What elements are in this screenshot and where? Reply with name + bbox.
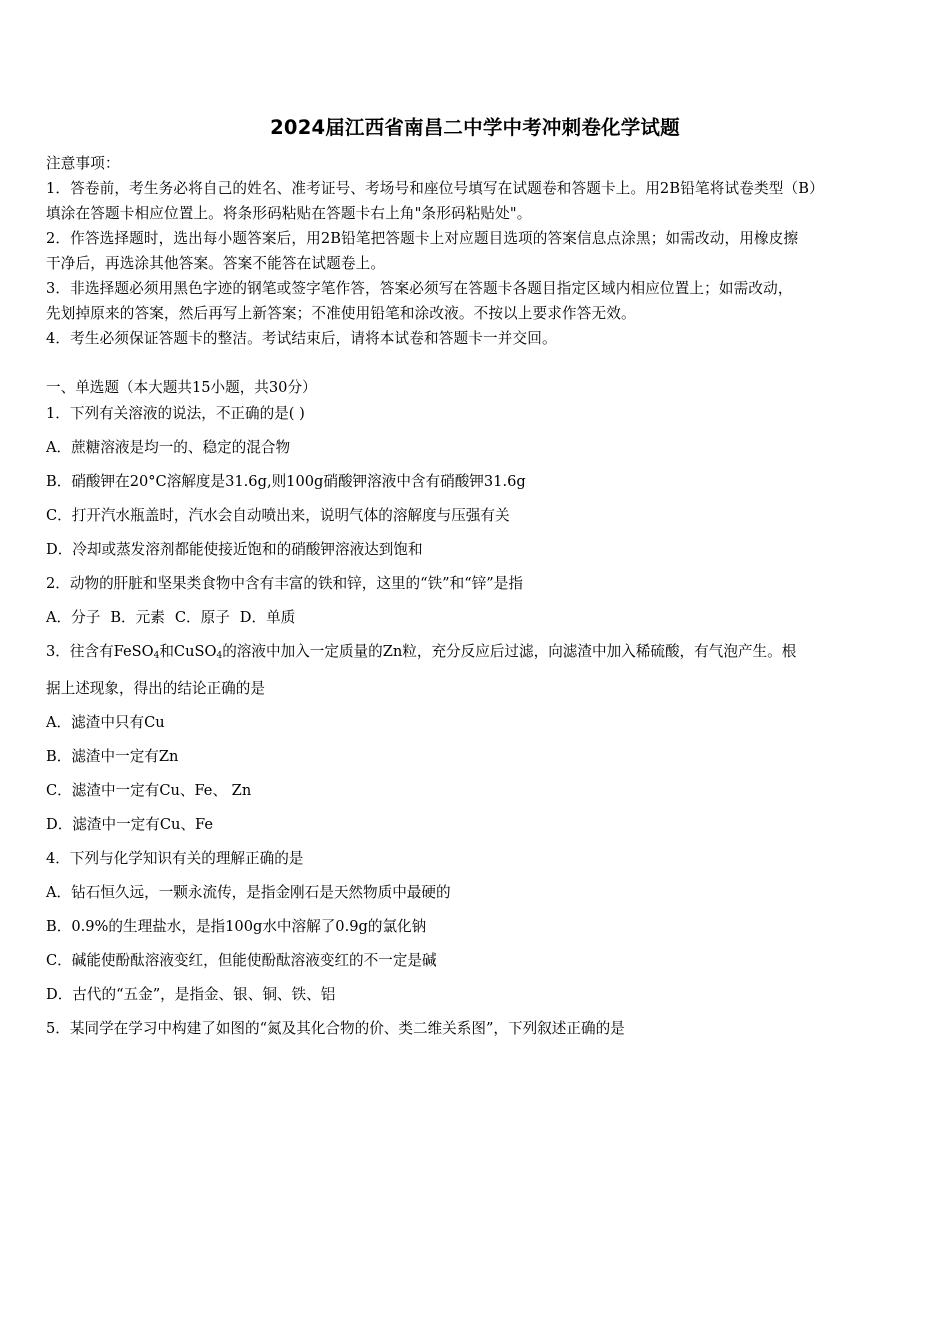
option-c: C．打开汽水瓶盖时，汽水会自动喷出来，说明气体的溶解度与压强有关 xyxy=(46,507,510,524)
notice-line: 干净后，再选涂其他答案。答案不能答在试题卷上。 xyxy=(46,255,386,272)
option-a: A．蔗糖溶液是均一的、稳定的混合物 xyxy=(46,439,291,456)
option-c: C．原子 xyxy=(174,609,230,626)
section-heading: 一、单选题（本大题共15小题，共30分） xyxy=(46,379,317,396)
question-stem xyxy=(46,640,796,661)
option-d: D．古代的“五金”，是指金、银、铜、铁、铝 xyxy=(46,986,336,1003)
notice-heading: 注意事项： xyxy=(46,155,120,172)
option-a: A．滤渣中只有Cu xyxy=(46,714,165,731)
subscript: 4 xyxy=(153,651,160,661)
question-stem: 2．动物的肝脏和坚果类食物中含有丰富的铁和锌，这里的“铁”和“锌”是指 xyxy=(46,575,523,592)
stem-text: 和CuSO xyxy=(159,643,217,660)
notice-line: 1．答卷前，考生务必将自己的姓名、准考证号、考场号和座位号填写在试题卷和答题卡上。用2B铅笔将试卷类型（B） xyxy=(46,180,824,197)
option-d: D．单质 xyxy=(239,609,296,626)
option-a: A．分子 xyxy=(46,609,101,626)
question-stem-continued: 据上述现象，得出的结论正确的是 xyxy=(46,680,265,697)
notice-line: 填涂在答题卡相应位置上。将条形码粘贴在答题卡右上角"条形码粘贴处"。 xyxy=(46,205,532,222)
stem-text: 3．往含有FeSO xyxy=(46,643,154,660)
subscript: 4 xyxy=(216,651,223,661)
options-row xyxy=(46,606,295,627)
option-b: B．元素 xyxy=(110,609,165,626)
option-c: C．碱能使酚酞溶液变红，但能使酚酞溶液变红的不一定是碱 xyxy=(46,952,437,969)
exam-title: 2024届江西省南昌二中学中考冲刺卷化学试题 xyxy=(270,116,680,139)
question-stem: 4．下列与化学知识有关的理解正确的是 xyxy=(46,850,304,867)
option-c: C．滤渣中一定有Cu、Fe、 Zn xyxy=(46,782,252,799)
notice-line: 4．考生必须保证答题卡的整洁。考试结束后，请将本试卷和答题卡一并交回。 xyxy=(46,330,557,347)
notice-line: 先划掉原来的答案，然后再写上新答案；不准使用铅笔和涂改液。不按以上要求作答无效。 xyxy=(46,305,636,322)
stem-text: 的溶液中加入一定质量的Zn粒，充分反应后过滤，向滤渣中加入稀硫酸，有气泡产生。根 xyxy=(222,643,797,660)
option-d: D．冷却或蒸发溶剂都能使接近饱和的硝酸钾溶液达到饱和 xyxy=(46,541,423,558)
option-d: D．滤渣中一定有Cu、Fe xyxy=(46,816,213,833)
question-stem: 1．下列有关溶液的说法，不正确的是( ) xyxy=(46,405,305,422)
option-b: B．硝酸钾在20°C溶解度是31.6g,则100g硝酸钾溶液中含有硝酸钾31.6g xyxy=(46,473,526,490)
option-a: A．钻石恒久远，一颗永流传，是指金刚石是天然物质中最硬的 xyxy=(46,884,451,901)
notice-line: 2．作答选择题时，选出每小题答案后，用2B铅笔把答题卡上对应题目选项的答案信息点涂黑；如需改动，用橡皮擦 xyxy=(46,230,799,247)
notice-line: 3．非选择题必须用黑色字迹的钢笔或签字笔作答，答案必须写在答题卡各题目指定区域内相应位置上；如需改动， xyxy=(46,280,793,297)
option-b: B．0.9%的生理盐水，是指100g水中溶解了0.9g的氯化钠 xyxy=(46,918,427,935)
question-stem: 5．某同学在学习中构建了如图的“氮及其化合物的价、类二维关系图”，下列叙述正确的是 xyxy=(46,1020,625,1037)
option-b: B．滤渣中一定有Zn xyxy=(46,748,179,765)
